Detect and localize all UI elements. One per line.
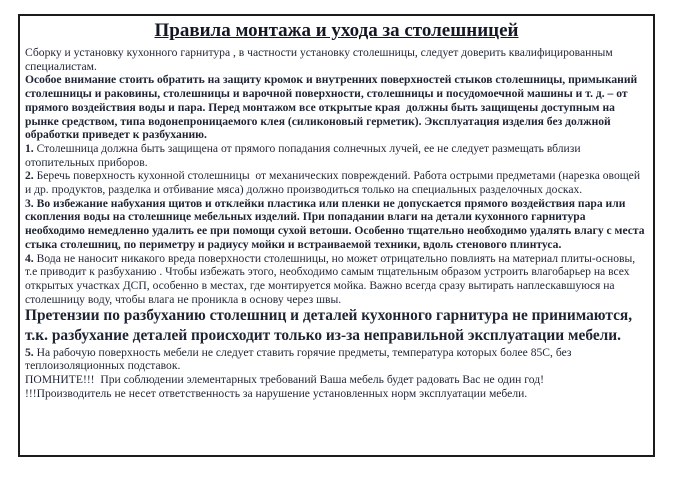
remember-note: [25, 373, 648, 387]
rule-2: [25, 169, 648, 196]
text-run: ПОМНИТЕ!!! При соблюдении элементарных требований Ваша мебель будет радовать Вас не один год!: [25, 372, 544, 386]
document-title: Правила монтажа и ухода за столешницей: [154, 20, 519, 41]
text-run: Особое внимание стоить обратить на защиту кромок и внутренних поверхностей стыков столешницы, примыканий столешницы и раковины, столешницы и варочной поверхности, столешницы и посудомоечной машины и т. д. – от прямого воздействия воды и пара. Перед монтажом все открытые края должны быть защищены доступным на рынке средством, типа водонепроницаемого клея (силиконовый герметик). Эксплуатация изделия без должной обработки приведет к разбуханию.: [25, 73, 641, 142]
text-run: !!!Производитель не несет ответственность за нарушение установленных норм эксплуатации мебели.: [25, 386, 528, 400]
document-body: [25, 46, 648, 400]
text-run: Претензии по разбуханию столешниц и деталей кухонного гарнитура не принимаются, т.к. разбухание деталей происходит только из-за неправильной эксплуатации мебели.: [25, 307, 636, 344]
text-run: Сборку и установку кухонного гарнитура , в частности установку столешницы, следует доверить квалифицированным специалистам.: [25, 46, 616, 73]
text-run: 4.: [25, 251, 34, 265]
claims-disclaimer: [25, 306, 648, 345]
rule-3: [25, 197, 648, 252]
text-run: Вода не наносит никакого вреда поверхности столешницы, но может отрицательно повлиять на материал плиты-основы, т.е приводит к разбуханию . Чтобы избежать этого, необходимо самым тщательным образом устроить влагобарьер на всех открытых участках ДСП, особенно в местах, где монтируется мойка. Важно всегда сразу вытирать наплескавшуюся на столешницу воду, чтобы влага не проникла в основу через швы.: [25, 251, 639, 306]
text-run: Столешница должна быть защищена от прямого попадания солнечных лучей, ее не следует размещать вблизи отопительных приборов.: [25, 141, 584, 169]
text-run: Беречь поверхность кухонной столешницы от механических повреждений. Работа острыми предметами (нарезка овощей и др. продуктов, разделка и отбивание мяса) должно производиться только на специальных разделочных досках.: [25, 169, 643, 197]
text-run: 2.: [25, 169, 34, 183]
intro-paragraph: [25, 46, 648, 73]
moisture-protection-warning: [25, 73, 648, 142]
rule-1: [25, 142, 648, 169]
document-frame: [18, 14, 655, 457]
rule-4: [25, 252, 648, 307]
text-run: 1.: [25, 141, 34, 155]
text-run: На рабочую поверхность мебели не следует ставить горячие предметы, температура которых более 85С, без теплоизоляционных подставок.: [25, 345, 575, 373]
rule-5: [25, 346, 648, 373]
text-run: 5.: [25, 345, 34, 359]
text-run: 3. Во избежание набухания щитов и отклейки пластика или пленки не допускается прямого воздействия пара или скопления воды на столешнице мебельных изделий. При попадании влаги на детали кухонного гарнитура необходимо немедленно удалить ее при помощи сухой ветоши. Особенно тщательно необходимо удалять влагу с места стыка столешниц, по периметру и радиусу мойки и встраиваемой техники, вдоль стенового плинтуса.: [25, 196, 648, 251]
manufacturer-note: [25, 387, 648, 401]
